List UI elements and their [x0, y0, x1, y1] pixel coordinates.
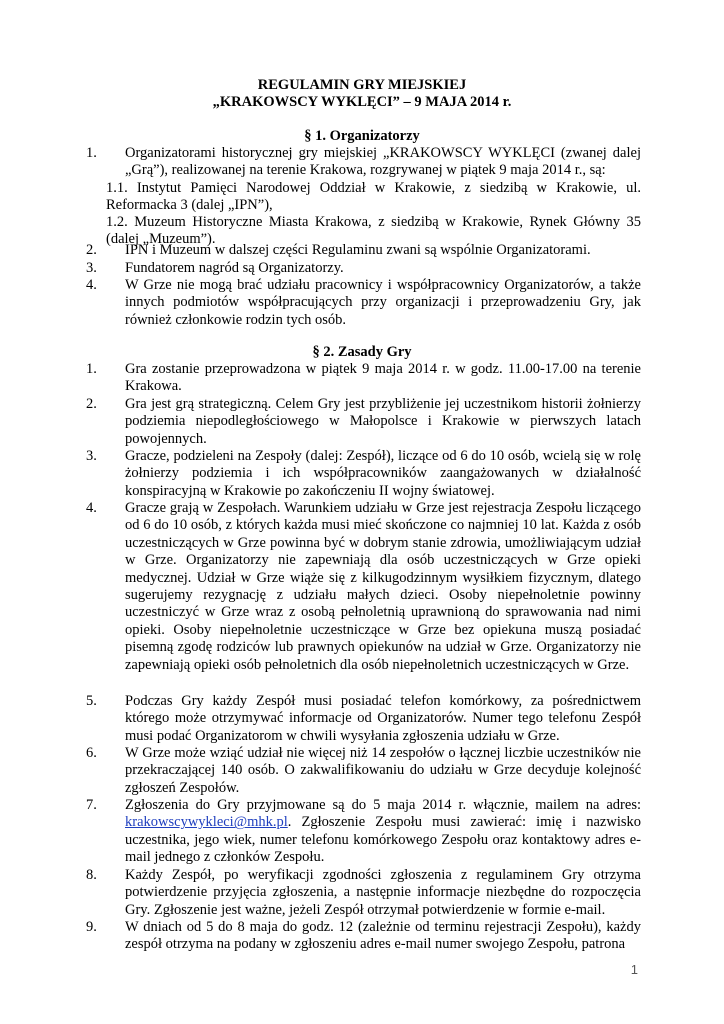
s1-item2-number: 2. [86, 242, 97, 258]
s1-item2-text: IPN i Muzeum w dalszej części Regulaminu zwani są wspólnie Organizatorami. [125, 242, 591, 258]
s1-item3-number: 3. [86, 260, 97, 276]
s1-item1-1 [106, 180, 641, 215]
s2-item7-text-before: Zgłoszenia do Gry przyjmowane są do 5 maja 2014 r. włącznie, mailem na adres: [125, 797, 641, 813]
s2-item4-text: Gracze grają w Zespołach. Warunkiem udziału w Grze jest rejestracja Zespołu liczącego od 6 do 10 osób, z których każda musi mieć skończone co najmniej 10 lat. Każda z osób uczestniczących w Grze powinna być w dobrym stanie zdrowia, umożliwiającym udział w Grze. Organizatorzy nie zapewniają dla osób uczestniczących w Grze opieki medycznej. Udział w Grze wiąże się z kilkugodzinnym wysiłkiem fizycznym, dlatego sugerujemy rezygnację z udziału małych dzieci. Osoby niepełnoletnie powinny uczestniczyć w Grze wraz z osobą pełnoletnią uprawnioną do sprawowania nad nimi opieki. Osoby niepełnoletnie uczestniczące w Grze bez opiekuna muszą posiadać pisemną zgodę rodziców lub prawnych opiekunów na udział w Grze. Organizatorzy nie zapewniają opieki osób pełnoletnich dla osób niepełnoletnich uczestniczących w Grze. [125, 500, 641, 673]
s2-item6-number: 6. [86, 745, 97, 761]
s2-item7-text-after: . Zgłoszenie Zespołu musi zawierać: imię i nazwisko uczestnika, jego wiek, numer telefonu komórkowego Zespołu oraz kontaktowy adres e-mail jednego z członków Zespołu. [125, 814, 641, 866]
s2-item5-text: Podczas Gry każdy Zespół musi posiadać telefon komórkowy, za pośrednictwem którego może otrzymywać informacje od Organizatorów. Numer tego telefonu Zespół musi podać Organizatorom w chwili wysyłania zgłoszenia udziału w Grze. [125, 693, 641, 744]
page-number: 1 [630, 962, 638, 977]
s2-item8-number: 8. [86, 867, 97, 883]
s2-item1-number: 1. [86, 361, 97, 377]
s2-item7-number: 7. [86, 797, 97, 813]
document-title-line1: REGULAMIN GRY MIEJSKIEJ [257, 77, 467, 93]
s2-item2-text: Gra jest grą strategiczną. Celem Gry jest przybliżenie jej uczestnikom historii żołnierzy podziemia niepodległościowego w Małopolsce i Krakowie w pierwszych latach powojennych. [125, 396, 641, 447]
section1-heading: § 1. Organizatorzy [304, 128, 420, 144]
s2-item2-number: 2. [86, 396, 97, 412]
email-link[interactable]: krakowscywykleci@mhk.pl [125, 814, 288, 831]
s1-item4-number: 4. [86, 277, 97, 293]
s1-item1-2-number: 1.2. [106, 214, 128, 230]
section2-heading: § 2. Zasady Gry [312, 344, 412, 360]
s2-item6-text: W Grze może wziąć udział nie więcej niż 14 zespołów o łącznej liczbie uczestników nie przekraczającej 140 osób. O zakwalifikowaniu do udziału w Grze decyduje kolejność zgłoszeń Zespołów. [125, 745, 641, 796]
s1-item1-number: 1. [86, 145, 97, 161]
s1-item3-text: Fundatorem nagród są Organizatorzy. [125, 260, 344, 276]
s2-item4-number: 4. [86, 500, 97, 516]
s1-item1-2-text: Muzeum Historyczne Miasta Krakowa, z siedzibą w Krakowie, Rynek Główny 35 (dalej „Muzeum”). [106, 214, 642, 248]
s1-item1-1-number: 1.1. [106, 180, 128, 196]
s1-item4-text: W Grze nie mogą brać udziału pracownicy i współpracownicy Organizatorów, a także innych podmiotów współpracujących przy organizacji i przeprowadzeniu Gry, jak również członkowie rodzin tych osób. [125, 277, 641, 328]
s2-item5-number: 5. [86, 693, 97, 709]
s2-item9-number: 9. [86, 919, 97, 935]
s2-item7-text [125, 797, 641, 867]
s1-item1-text: Organizatorami historycznej gry miejskiej „KRAKOWSCY WYKLĘCI (zwanej dalej „Grą”), realizowanej na terenie Krakowa, rozgrywanej w piątek 9 maja 2014 r., są: [125, 145, 641, 179]
s2-item1-text: Gra zostanie przeprowadzona w piątek 9 maja 2014 r. w godz. 11.00-17.00 na terenie Krakowa. [125, 361, 641, 395]
s2-item9-text: W dniach od 5 do 8 maja do godz. 12 (zależnie od terminu rejestracji Zespołu), każdy zespół otrzyma na podany w zgłoszeniu adres e-mail numer swojego Zespołu, patrona [125, 919, 641, 953]
document-title-line2: „KRAKOWSCY WYKLĘCI” – 9 MAJA 2014 r. [212, 94, 512, 110]
s2-item3-text: Gracze, podzieleni na Zespoły (dalej: Zespół), liczące od 6 do 10 osób, wcielą się w rolę żołnierzy podziemia i ich współpracowników zaangażowanych w działalność konspiracyjną w Krakowie po zakończeniu II wojny światowej. [125, 448, 641, 499]
s2-item8-text: Każdy Zespół, po weryfikacji zgodności zgłoszenia z regulaminem Gry otrzyma potwierdzenie przyjęcia zgłoszenia, a następnie informacje niezbędne do rozpoczęcia Gry. Zgłoszenie jest ważne, jeżeli Zespół otrzymał potwierdzenie w formie e-mail. [125, 867, 641, 918]
s2-item3-number: 3. [86, 448, 97, 464]
s1-item1-1-text: Instytut Pamięci Narodowej Oddział w Krakowie, z siedzibą w Krakowie, ul. Reformacka 3 (dalej „IPN”), [106, 180, 641, 214]
